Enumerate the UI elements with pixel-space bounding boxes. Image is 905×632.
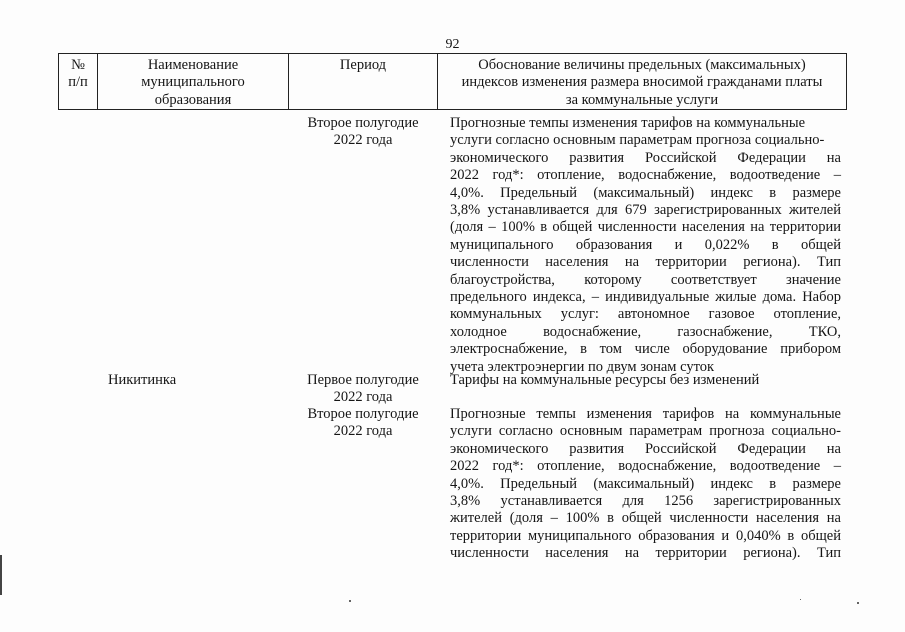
municipality-name: Никитинка (108, 372, 177, 388)
header-period: Период (339, 57, 387, 73)
header-municipality: Наименование муниципального образования (141, 57, 245, 108)
table-top-border (58, 53, 847, 54)
row-period: Второе полугодие 2022 года (307, 406, 419, 440)
header-justification: Обоснование величины предельных (максимальных) индексов изменения размера вносимой гражданами платы за коммунальные услуги (461, 57, 823, 108)
row-period: Первое полугодие 2022 года (307, 372, 419, 406)
scan-edge-mark (0, 555, 2, 595)
scan-speck (349, 600, 351, 602)
scan-speck (800, 599, 801, 600)
table-right-border (846, 53, 847, 110)
row-justification: Тарифы на коммунальные ресурсы без изменений (450, 372, 760, 388)
scan-speck (857, 602, 859, 604)
row-justification: Прогнозные темпы изменения тарифов на коммунальные услуги согласно основным параметрам прогноза социально- экономического развития Российской Федерации на 2022 год*: отопление, водоснабжение, водоотведение – 4,0%. Предельный (максимальный) индекс в размере 3,8% устанавливается для 1256 зарегистрированных жителей (доля – 100% в общей численности населения на территории муниципального образования и 0,040% в общей численности населения на территории региона). Тип (450, 406, 841, 562)
page-number: 92 (445, 37, 460, 52)
row-justification: Прогнозные темпы изменения тарифов на коммунальные услуги согласно основным параметрам прогноза социально- экономического развития Российской Федерации на 2022 год*: отопление, водоснабжение, водоотведение – 4,0%. Предельный (максимальный) индекс в размере 3,8% устанавливается для 679 зарегистрированных жителей (доля – 100% в общей численности населения на территории муниципального образования и 0,022% в общей численности населения на территории региона). Тип благоустройства, которому соответствует значение предельного индекса, – индивидуальные жилые дома. Набор коммунальных услуг: автономное газовое отопление, холодное водоснабжение, газоснабжение, ТКО, электроснабжение, в том числе оборудование прибором учета электроэнергии по двум зонам суток (450, 115, 841, 375)
row-period: Второе полугодие 2022 года (307, 115, 419, 149)
header-number: № п/п (68, 57, 88, 91)
